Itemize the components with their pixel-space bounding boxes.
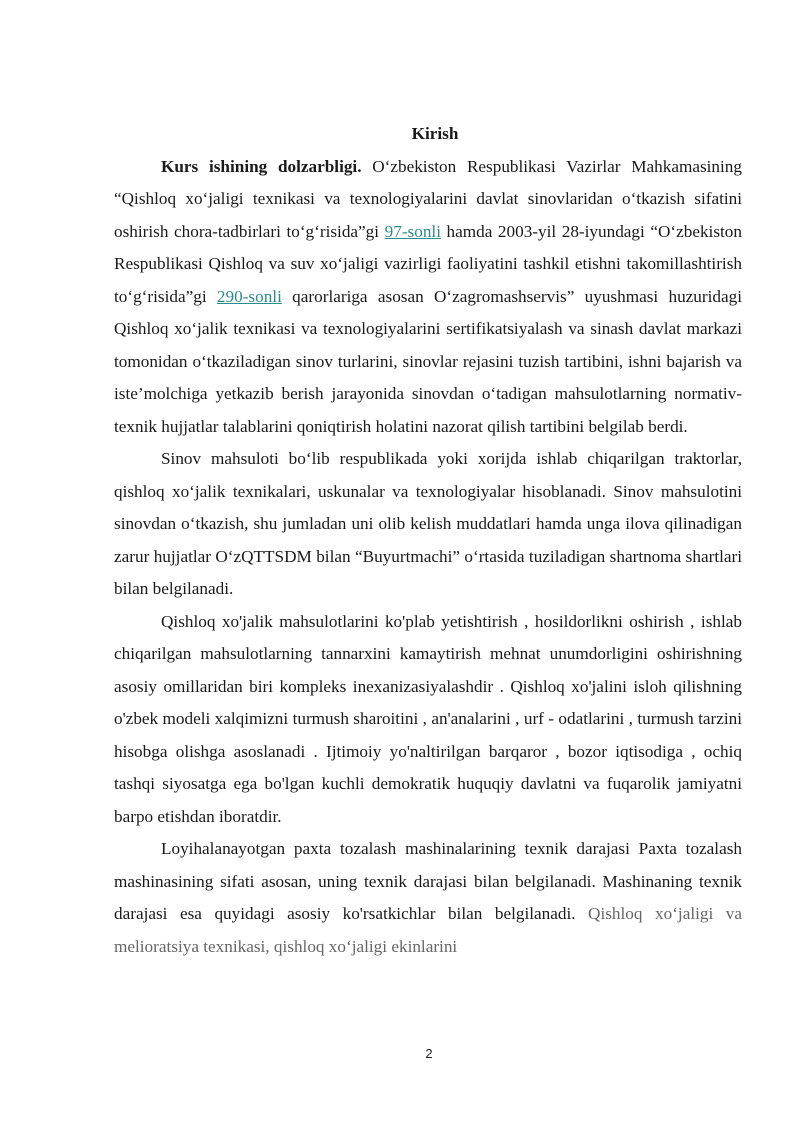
paragraph-relevance	[114, 151, 742, 444]
document-body	[114, 118, 742, 963]
section-title: Kirish	[411, 124, 459, 143]
paragraph-technical-level	[114, 833, 742, 963]
resolution-290-link[interactable]: 290-sonli	[216, 286, 282, 306]
paragraph-text: qarorlariga asosan O‘zagromashservis” uyushmasi huzuridagi Qishloq xo‘jalik texnikasi va texnologiyalarini sertifikatsiyalash va sinash davlat markazi tomonidan o‘tkaziladigan sinov turlarini, sinovlar rejasini tuzish tartibini, ishni bajarish va iste’molchiga yetkazib berish jarayonida sinovdan o‘tadigan mahsulotlarning normativ-texnik hujjatlar talablarini qoniqtirish holatini nazorat qilish tartibini belgilab berdi.	[114, 286, 742, 436]
resolution-97-link[interactable]: 97-sonli	[384, 221, 441, 241]
page-number: 2	[425, 1046, 433, 1061]
paragraph-text: O‘zbekiston Respublikasi Vazirlar Mahkamasining “Qishloq xo‘jaligi texnikasi va texnologiyalarini davlat sinovlaridan o‘tkazish sifatini oshirish chora-tadbirlari to‘g‘risida”gi	[114, 156, 742, 241]
grey-text: Qishloq xo‘jaligi va melioratsiya texnikasi, qishloq xo‘jaligi ekinlarini	[114, 904, 742, 956]
paragraph-text: Loyihalanayotgan paxta tozalash mashinalarining texnik darajasi Paxta tozalash mashinasining sifati asosan, uning texnik darajasi bilan belgilanadi. Mashinaning texnik darajasi esa quyidagi asosiy ko'rsatkichlar bilan belgilanadi.	[114, 839, 742, 923]
bold-lead: Kurs ishining dolzarbligi.	[161, 156, 362, 176]
paragraph-agriculture: Qishloq xo'jalik mahsulotlarini ko'plab yetishtirish , hosildorlikni oshirish , ishlab chiqarilgan mahsulotlarning tannarxini kamaytirish mehnat unumdorligini oshirishning asosiy omillaridan biri kompleks inexanizasiyalashdir . Qishloq xo'jalini isloh qilishning o'zbek modeli xalqimizni turmush sharoitini , an'analarini , urf - odatlarini , turmush tarzini hisobga olishga asoslanadi . Ijtimoiy yo'naltirilgan barqaror , bozor iqtisodiga , ochiq tashqi siyosatga ega bo'lgan kuchli demokratik huquqiy davlatni va fuqarolik jamiyatni barpo etishdan iboratdir.	[114, 611, 742, 826]
paragraph-text: hamda 2003-yil 28-iyundagi “O‘zbekiston Respublikasi Qishloq va suv xo‘jaligi vazirligi faoliyatini tashkil etishni takomillashtirish to‘g‘risida”gi	[114, 221, 742, 306]
paragraph-test-product: Sinov mahsuloti bo‘lib respublikada yoki xorijda ishlab chiqarilgan traktorlar, qishloq xo‘jalik texnikalari, uskunalar va texnologiyalar hisoblanadi. Sinov mahsulotini sinovdan o‘tkazish, shu jumladan uni olib kelish muddatlari hamda unga ilova qilinadigan zarur hujjatlar O‘zQTTSDM bilan “Buyurtmachi” o‘rtasida tuziladigan shartnoma shartlari bilan belgilanadi.	[114, 449, 742, 598]
